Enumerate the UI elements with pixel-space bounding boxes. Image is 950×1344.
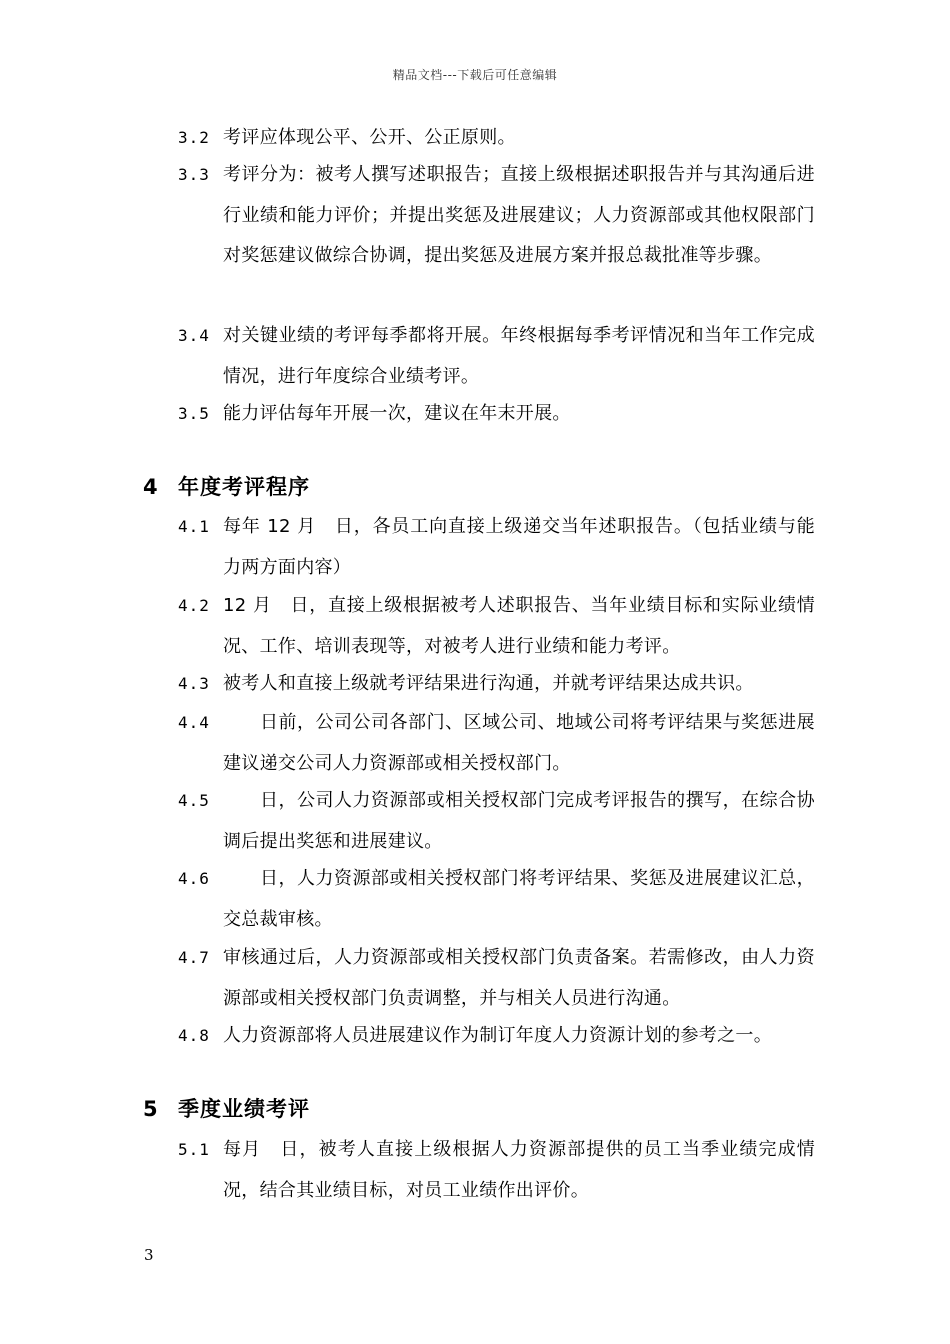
section-heading-5 <box>0 1089 820 1129</box>
clause-text: 被考人和直接上级就考评结果进行沟通，并就考评结果达成共识。 <box>223 673 754 694</box>
clause-number: 4.1 <box>178 517 210 536</box>
clause-text: 12 月 日，直接上级根据被考人述职报告、当年业绩目标和实际业绩情况、工作、培训表现等，对被考人进行业绩和能力考评。 <box>223 595 815 657</box>
clause-text: 每年 12 月 日，各员工向直接上级递交当年述职报告。（包括业绩与能力两方面内容） <box>223 516 815 578</box>
clause-number: 3.3 <box>178 165 210 184</box>
clause-text: 人力资源部将人员进展建议作为制订年度人力资源计划的参考之一。 <box>223 1025 772 1046</box>
clause-number: 4.8 <box>178 1026 210 1045</box>
clause-number: 4.5 <box>178 791 210 810</box>
clause-number: 4.2 <box>178 596 210 615</box>
page-header: 精品文档---下载后可任意编辑 <box>392 68 558 82</box>
clause-number: 4.6 <box>178 869 210 888</box>
clause-text: 日前，公司公司各部门、区域公司、地域公司将考评结果与奖惩进展建议递交公司人力资源部或相关授权部门。 <box>223 712 815 774</box>
clause-text: 对关键业绩的考评每季都将开展。年终根据每季考评情况和当年工作完成情况，进行年度综合业绩考评。 <box>223 325 815 387</box>
clause-number: 4.3 <box>178 674 210 693</box>
clause-number: 4.7 <box>178 948 210 967</box>
clause-number: 3.2 <box>178 128 210 147</box>
section-number: 4 <box>143 475 158 499</box>
section-title: 季度业绩考评 <box>178 1097 310 1121</box>
clause-number: 5.1 <box>178 1140 210 1159</box>
section-title: 年度考评程序 <box>178 475 310 499</box>
clause-text: 考评分为：被考人撰写述职报告；直接上级根据述职报告并与其沟通后进行业绩和能力评价；并提出奖惩及进展建议；人力资源部或其他权限部门对奖惩建议做综合协调，提出奖惩及进展方案并报总裁批准等步骤。 <box>223 164 815 266</box>
clause-number: 3.5 <box>178 404 210 423</box>
section-heading-4 <box>0 467 820 507</box>
clause-text: 日，人力资源部或相关授权部门将考评结果、奖惩及进展建议汇总，交总裁审核。 <box>223 868 815 930</box>
clause-text: 考评应体现公平、公开、公正原则。 <box>223 127 516 148</box>
clause-number: 3.4 <box>178 326 210 345</box>
clause-number: 4.4 <box>178 713 210 732</box>
clause-text: 审核通过后，人力资源部或相关授权部门负责备案。若需修改，由人力资源部或相关授权部门负责调整，并与相关人员进行沟通。 <box>223 947 815 1009</box>
clause-text: 每月 日，被考人直接上级根据人力资源部提供的员工当季业绩完成情况，结合其业绩目标，对员工业绩作出评价。 <box>223 1139 815 1201</box>
section-number: 5 <box>143 1097 158 1121</box>
clause-text: 日，公司人力资源部或相关授权部门完成考评报告的撰写，在综合协调后提出奖惩和进展建议。 <box>223 790 815 852</box>
page-number: 3 <box>144 1246 154 1264</box>
clause-text: 能力评估每年开展一次，建议在年末开展。 <box>223 403 571 424</box>
